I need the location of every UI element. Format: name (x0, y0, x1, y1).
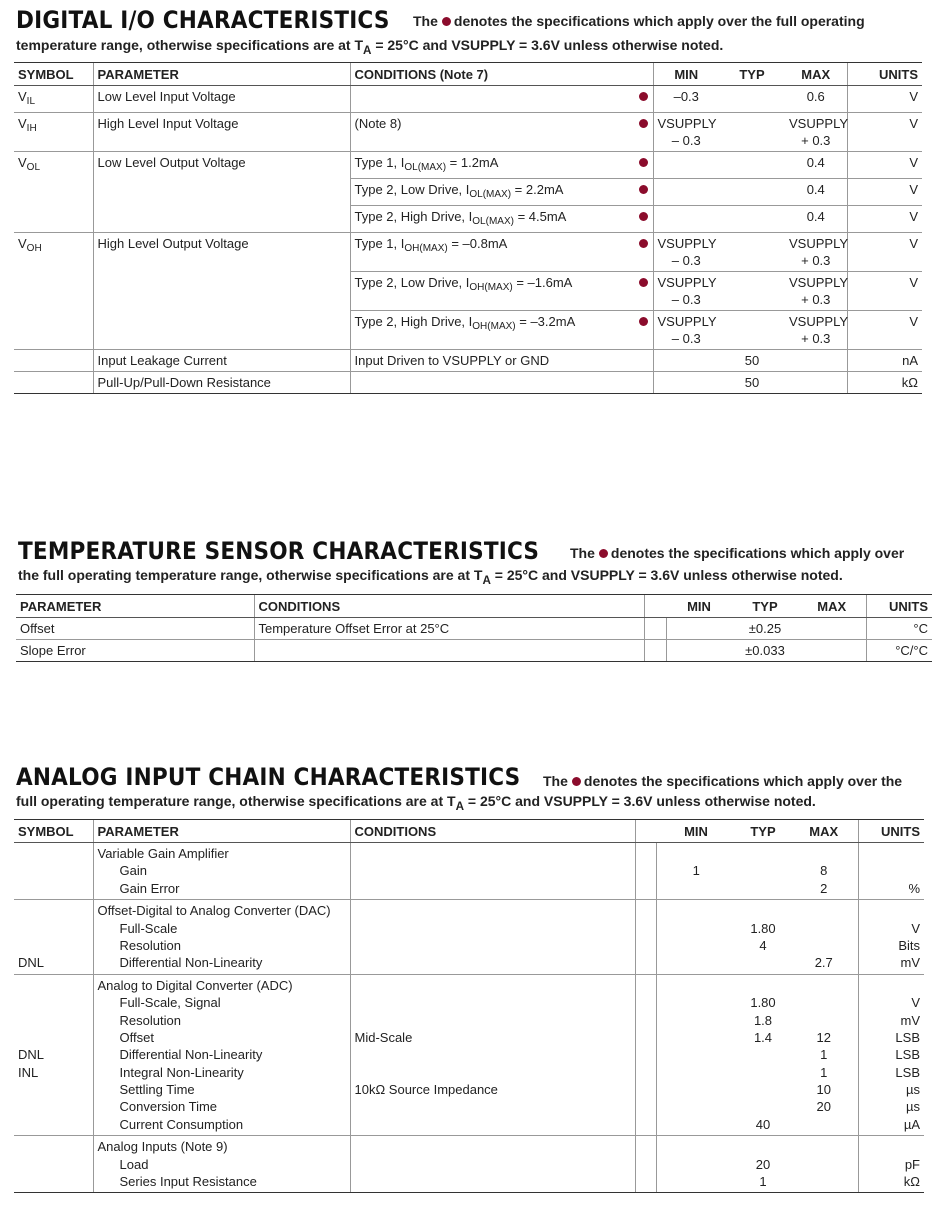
table-row: Type 2, Low Drive, $I_{OL(MAX)} = 2.2mA$ 0.4 V (14, 179, 922, 206)
bullet-dot-icon (639, 92, 648, 101)
analog-note-line1: The denotes the specifications which apply over the (543, 773, 903, 789)
bullet-dot-icon (639, 278, 648, 287)
bullet-dot-icon (639, 185, 648, 194)
table-row: $V_{IH}$ High Level Input Voltage (Note 8) VSUPPLY – 0.3 VSUPPLY + 0.3 V (14, 113, 922, 152)
table-row: Type 2, Low Drive, $I_{OH(MAX)} = -1.6mA$ VSUPPLY – 0.3 VSUPPLY + 0.3 V (14, 272, 922, 311)
bullet-dot-icon (639, 239, 648, 248)
digital-io-note-line2: temperature range, otherwise specifications are at $T_A = 25^\circ C$ and VSUPPLY = 3.6V unless otherwise noted. (16, 37, 724, 57)
symbol-cell: $V_{IL}$ (14, 86, 93, 113)
table-row: Analog Inputs (Note 9) Load Series Input Resistance 20 1 pF kΩ (14, 1136, 924, 1193)
bullet-dot-icon (599, 549, 608, 558)
digital-io-note-line1 (413, 12, 865, 30)
table-row: Offset Temperature Offset Error at 25°C ±0.25 °C (16, 618, 932, 640)
table-row: DNL Offset-Digital to Analog Converter (DAC) Full-Scale Resolution Differential Non-Linearity 1.80 4 2.7 V Bits mV (14, 900, 924, 975)
table-row: Type 2, High Drive, $I_{OL(MAX)} = 4.5mA$ 0.4 V (14, 206, 922, 233)
table-row: Type 2, High Drive, $I_{OH(MAX)} = -3.2mA$ VSUPPLY – 0.3 VSUPPLY + 0.3 V (14, 311, 922, 350)
table-row: Slope Error ±0.033 °C/°C (16, 640, 932, 662)
digital-io-section (0, 6, 937, 390)
temperature-section (0, 537, 937, 658)
analog-heading (0, 763, 937, 791)
digital-io-table (14, 62, 922, 394)
bullet-dot-icon (639, 119, 648, 128)
table-row: DNL INL Analog to Digital Converter (ADC) Full-Scale, Signal Resolution Offset Differential Non-Linearity Integral Non-Linearity Settling Time Conversion Time Current Consumption Mid-Scale 10kΩ Source Impedance 1.80 1.8 1.4 40 12 1 1 10 20 V mV LSB LSB LSB µs µs µA (14, 974, 924, 1136)
table-row: Input Leakage Current Input Driven to VSUPPLY or GND 50 nA (14, 350, 922, 372)
table-row: Pull-Up/Pull-Down Resistance 50 kΩ (14, 372, 922, 394)
temperature-table (16, 594, 932, 662)
temperature-note-line1: The denotes the specifications which apply over (570, 545, 905, 561)
table-row: $V_{OH}$ High Level Output Voltage Type 1, $I_{OH(MAX)} = -0.8mA$ VSUPPLY – 0.3 VSUPPLY + 0.3 V (14, 233, 922, 272)
temperature-heading (0, 537, 937, 565)
table-row: $V_{IL}$ Low Level Input Voltage –0.3 0.6 V (14, 86, 922, 113)
bullet-dot-icon (639, 212, 648, 221)
bullet-dot-icon (572, 777, 581, 786)
digital-io-heading (0, 6, 937, 34)
analog-title: ANALOG INPUT CHAIN CHARACTERISTICS (16, 763, 521, 791)
note-the: The (413, 13, 438, 29)
table-header: SYMBOL PARAMETER CONDITIONS MIN TYP MAX UNITS (14, 820, 924, 843)
analog-table (14, 819, 924, 1193)
table-row: $V_{OL}$ Low Level Output Voltage Type 1, $I_{OL(MAX)} = 1.2mA$ 0.4 V (14, 152, 922, 179)
bullet-dot-icon (639, 317, 648, 326)
temperature-title: TEMPERATURE SENSOR CHARACTERISTICS (18, 537, 540, 565)
analog-note-line2: full operating temperature range, otherwise specifications are at $T_A = 25^\circ C$ and VSUPPLY = 3.6V unless otherwise noted. (16, 793, 816, 813)
table-header: PARAMETER CONDITIONS MIN TYP MAX UNITS (16, 595, 932, 618)
bullet-dot-icon (639, 158, 648, 167)
bullet-dot-icon (442, 17, 451, 26)
note-text: denotes the specifications which apply over the full operating (453, 13, 865, 29)
table-row: Variable Gain Amplifier Gain Gain Error 1 8 2 % (14, 843, 924, 900)
table-header: SYMBOL PARAMETER CONDITIONS (Note 7) MIN TYP MAX UNITS (14, 63, 922, 86)
temperature-note-line2: the full operating temperature range, otherwise specifications are at $T_A = 25^\circ C$ and VSUPPLY = 3.6V unless otherwise noted. (18, 567, 843, 587)
digital-io-title: DIGITAL I/O CHARACTERISTICS (16, 6, 390, 34)
analog-section (0, 763, 937, 1190)
